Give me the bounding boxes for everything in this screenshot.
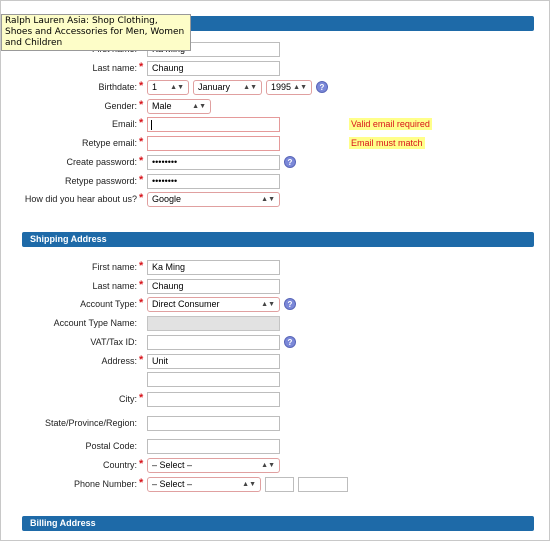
vat-input[interactable]	[147, 335, 280, 350]
email-input[interactable]	[147, 117, 280, 132]
address-label: Address:	[101, 356, 137, 366]
state-row	[0, 416, 550, 432]
birthdate-row	[0, 80, 550, 96]
birth-month-select[interactable]	[193, 80, 262, 95]
postal-label: Postal Code:	[85, 441, 137, 451]
country-row	[0, 458, 550, 474]
required-marker: *	[139, 136, 144, 148]
retype-password-input[interactable]: ••••••••	[147, 174, 280, 189]
required-marker: *	[139, 117, 144, 129]
required-marker: *	[139, 80, 144, 92]
shipping-first-name-label: First name:	[91, 262, 137, 272]
required-marker: *	[139, 458, 144, 470]
required-marker: *	[139, 155, 144, 167]
gender-label: Gender:	[104, 101, 137, 111]
hear-about-row	[0, 192, 550, 208]
state-input[interactable]	[147, 416, 280, 431]
vat-label: VAT/Tax ID:	[90, 337, 137, 347]
required-marker: *	[139, 354, 144, 366]
create-password-label: Create password:	[66, 157, 137, 167]
required-marker: *	[139, 260, 144, 272]
required-marker: *	[139, 61, 144, 73]
account-type-label: Account Type:	[80, 299, 137, 309]
gender-select[interactable]	[147, 99, 211, 114]
account-type-value: Direct Consumer	[152, 299, 220, 309]
account-type-select[interactable]	[147, 297, 280, 312]
vat-row	[0, 335, 550, 351]
phone-code-value: – Select –	[152, 479, 193, 489]
birth-year-select[interactable]	[266, 80, 312, 95]
required-marker: *	[139, 174, 144, 186]
birthdate-help-icon[interactable]: ?	[316, 81, 328, 93]
birth-day-select[interactable]	[147, 80, 189, 95]
gender-value: Male	[152, 101, 172, 111]
hear-about-label: How did you hear about us?	[24, 194, 137, 204]
billing-section-bar: Billing Address	[22, 516, 534, 531]
phone-code-select[interactable]	[147, 477, 261, 492]
country-select[interactable]	[147, 458, 280, 473]
birthdate-label: Birthdate:	[98, 82, 137, 92]
select-arrow-icon: ▲▼	[170, 84, 184, 91]
text-caret	[151, 120, 152, 130]
required-marker: *	[139, 392, 144, 404]
select-arrow-icon: ▲▼	[293, 84, 307, 91]
city-row	[0, 392, 550, 408]
gender-row	[0, 99, 550, 115]
address-line1-input[interactable]: Unit	[147, 354, 280, 369]
shipping-section-bar: Shipping Address	[22, 232, 534, 247]
postal-row	[0, 439, 550, 455]
phone-label: Phone Number:	[73, 479, 137, 489]
retype-email-error-message: Email must match	[351, 138, 423, 148]
address-line2-row	[0, 372, 550, 388]
phone-area-input[interactable]	[265, 477, 294, 492]
phone-number-input[interactable]	[298, 477, 348, 492]
phone-row	[0, 477, 550, 493]
select-arrow-icon: ▲▼	[242, 481, 256, 488]
account-type-help-icon[interactable]: ?	[284, 298, 296, 310]
postal-input[interactable]	[147, 439, 280, 454]
retype-password-label: Retype password:	[64, 176, 137, 186]
password-help-icon[interactable]: ?	[284, 156, 296, 168]
required-marker: *	[139, 279, 144, 291]
vat-help-icon[interactable]: ?	[284, 336, 296, 348]
retype-email-label: Retype email:	[81, 138, 137, 148]
birth-year-value: 1995	[271, 82, 292, 92]
required-marker: *	[139, 477, 144, 489]
shipping-first-name-row	[0, 260, 550, 276]
browser-tooltip: Ralph Lauren Asia: Shop Clothing, Shoes and Accessories for Men, Women and Children	[1, 14, 191, 51]
retype-email-input[interactable]	[147, 136, 280, 151]
address-line2-input[interactable]	[147, 372, 280, 387]
retype-password-row	[0, 174, 550, 190]
select-arrow-icon: ▲▼	[192, 103, 206, 110]
account-type-name-input	[147, 316, 280, 331]
birth-month-value: January	[198, 82, 231, 92]
last-name-label: Last name:	[92, 63, 137, 73]
email-error-message: Valid email required	[351, 119, 430, 129]
last-name-input[interactable]: Chaung	[147, 61, 280, 76]
hear-about-select[interactable]	[147, 192, 280, 207]
state-label: State/Province/Region:	[44, 418, 137, 428]
account-last-name-row	[0, 61, 550, 77]
hear-about-value: Google	[152, 194, 182, 204]
city-label: City:	[119, 394, 137, 404]
shipping-last-name-label: Last name:	[92, 281, 137, 291]
city-input[interactable]	[147, 392, 280, 407]
select-arrow-icon: ▲▼	[243, 84, 257, 91]
required-marker: *	[139, 297, 144, 309]
select-arrow-icon: ▲▼	[261, 462, 275, 469]
shipping-last-name-row	[0, 279, 550, 295]
shipping-first-name-input[interactable]: Ka Ming	[147, 260, 280, 275]
account-type-name-label: Account Type Name:	[53, 318, 137, 328]
required-marker: *	[139, 99, 144, 111]
country-label: Country:	[102, 460, 137, 470]
create-password-input[interactable]: ••••••••	[147, 155, 280, 170]
required-marker: *	[139, 192, 144, 204]
address-row	[0, 354, 550, 370]
select-arrow-icon: ▲▼	[261, 196, 275, 203]
birth-day-value: 1	[152, 82, 158, 92]
account-type-row	[0, 297, 550, 313]
country-value: – Select –	[152, 460, 193, 470]
shipping-last-name-input[interactable]: Chaung	[147, 279, 280, 294]
retype-email-row	[0, 136, 550, 152]
select-arrow-icon: ▲▼	[261, 301, 275, 308]
account-type-name-row	[0, 316, 550, 332]
email-label: Email:	[111, 119, 137, 129]
email-row	[0, 117, 550, 133]
create-password-row	[0, 155, 550, 171]
